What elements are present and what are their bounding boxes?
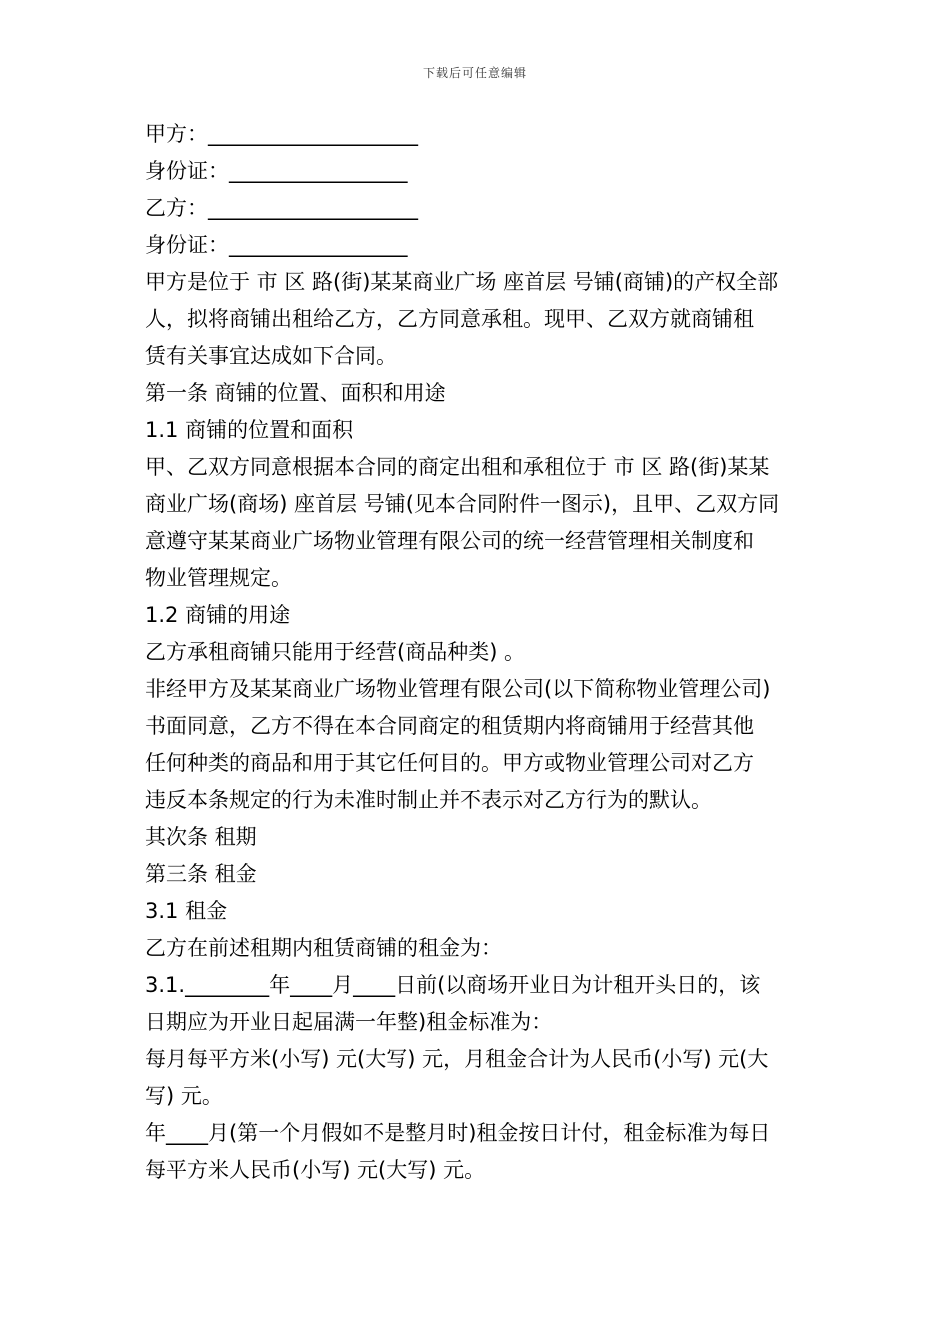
article-1-heading: 第一条 商铺的位置、面积和用途	[145, 381, 446, 405]
section-3-1-3-text: 年____月(第一个月假如不是整月时)租金按日计付，租金标准为每日	[145, 1121, 771, 1145]
section-3-1-heading: 3.1 租金	[145, 899, 228, 923]
section-1-1-text: 意遵守某某商业广场物业管理有限公司的统一经营管理相关制度和	[145, 529, 754, 553]
section-1-2-heading: 1.2 商铺的用途	[145, 603, 291, 627]
section-3-1-2-text: 写) 元。	[145, 1084, 223, 1108]
section-3-1-1-text: 3.1.________年____月____日前(以商场开业日为计租开头日的，该	[145, 973, 761, 997]
section-1-2-text: 乙方承租商铺只能用于经营(商品种类) 。	[145, 640, 526, 664]
article-3-heading: 第三条 租金	[145, 862, 257, 886]
document-body	[145, 116, 815, 1189]
page-header-note: 下载后可任意编辑	[422, 66, 527, 80]
section-3-1-1-text: 日期应为开业日起届满一年整)租金标准为：	[145, 1010, 553, 1034]
party-a-field: 甲方：____________________	[145, 122, 418, 146]
section-1-2-text: 任何种类的商品和用于其它任何目的。甲方或物业管理公司对乙方	[145, 751, 754, 775]
party-a-id-field: 身份证：_________________	[145, 159, 408, 183]
section-1-1-text: 物业管理规定。	[145, 566, 292, 590]
section-3-1-3-text: 每平方米人民币(小写) 元(大写) 元。	[145, 1158, 486, 1182]
section-1-1-text: 甲、乙双方同意根据本合同的商定出租和承租位于 市 区 路(街)某某	[145, 455, 770, 479]
section-3-1-text: 乙方在前述租期内租赁商铺的租金为：	[145, 936, 502, 960]
intro-paragraph-line: 赁有关事宜达成如下合同。	[145, 344, 397, 368]
intro-paragraph-line: 人，拟将商铺出租给乙方，乙方同意承租。现甲、乙双方就商铺租	[145, 307, 754, 331]
party-b-field: 乙方：____________________	[145, 196, 418, 220]
intro-paragraph-line: 甲方是位于 市 区 路(街)某某商业广场 座首层 号铺(商铺)的产权全部	[145, 270, 779, 294]
section-1-2-text: 非经甲方及某某商业广场物业管理有限公司(以下简称物业管理公司)	[145, 677, 771, 701]
section-3-1-2-text: 每月每平方米(小写) 元(大写) 元，月租金合计为人民币(小写) 元(大	[145, 1047, 769, 1071]
section-1-1-heading: 1.1 商铺的位置和面积	[145, 418, 354, 442]
section-1-2-text: 违反本条规定的行为未准时制止并不表示对乙方行为的默认。	[145, 788, 712, 812]
party-b-id-field: 身份证：_________________	[145, 233, 408, 257]
section-1-1-text: 商业广场(商场) 座首层 号铺(见本合同附件一图示)，且甲、乙双方同	[145, 492, 780, 516]
section-1-2-text: 书面同意，乙方不得在本合同商定的租赁期内将商铺用于经营其他	[145, 714, 754, 738]
article-2-heading: 其次条 租期	[145, 825, 257, 849]
